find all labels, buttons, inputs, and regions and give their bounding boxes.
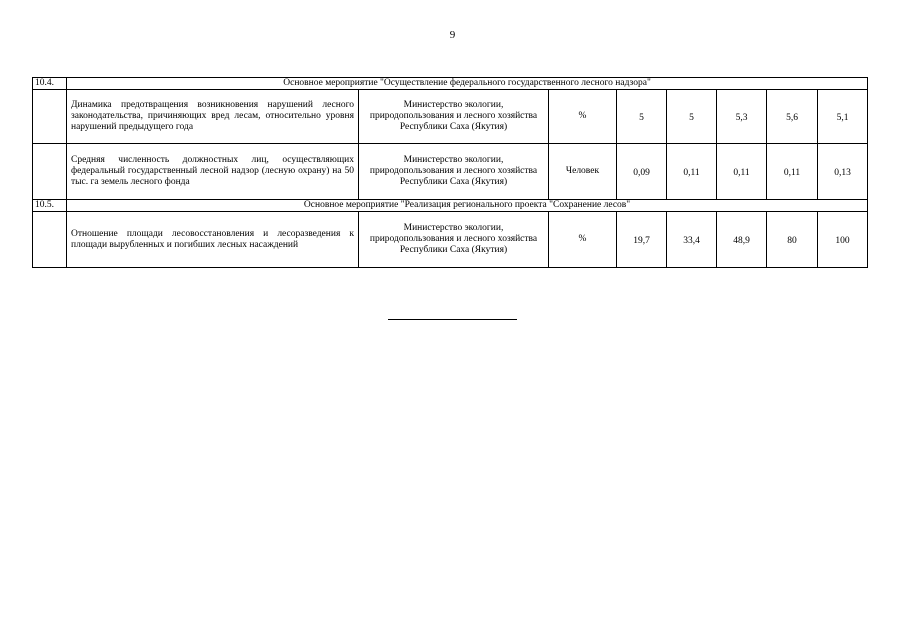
indicator-name: Средняя численность должностных лиц, осуществляющих федеральный государственный лесной надзор (лесную охрану) на 50 тыс. га земель лесного фонда — [67, 144, 359, 200]
section-title: Основное мероприятие "Осуществление федерального государственного лесного надзора" — [67, 78, 868, 90]
indicator-name: Отношение площади лесовосстановления и лесоразведения к площади вырубленных и погибших лесных насаждений — [67, 212, 359, 268]
table-row — [33, 90, 868, 144]
value-cell: 0,11 — [767, 144, 818, 200]
row-number — [33, 90, 67, 144]
value-cell: 48,9 — [717, 212, 767, 268]
unit-cell: % — [549, 90, 617, 144]
indicators-table — [32, 77, 868, 268]
value-cell: 19,7 — [617, 212, 667, 268]
indicator-name: Динамика предотвращения возникновения нарушений лесного законодательства, причиняющих вред лесам, относительно уровня нарушений предыдущего года — [67, 90, 359, 144]
section-title: Основное мероприятие "Реализация регионального проекта "Сохранение лесов" — [67, 200, 868, 212]
page-number: 9 — [449, 29, 456, 41]
unit-cell: Человек — [549, 144, 617, 200]
responsible-ministry: Министерство экологии, природопользования и лесного хозяйства Республики Саха (Якутия) — [359, 90, 549, 144]
value-cell: 5 — [667, 90, 717, 144]
table-row — [33, 212, 868, 268]
value-cell: 5,3 — [717, 90, 767, 144]
value-cell: 5 — [617, 90, 667, 144]
responsible-ministry: Министерство экологии, природопользования и лесного хозяйства Республики Саха (Якутия) — [359, 212, 549, 268]
section-row — [33, 200, 868, 212]
unit-cell: % — [549, 212, 617, 268]
value-cell: 5,1 — [818, 90, 868, 144]
table-row — [33, 144, 868, 200]
value-cell: 0,09 — [617, 144, 667, 200]
value-cell: 100 — [818, 212, 868, 268]
section-number: 10.4. — [33, 78, 67, 90]
row-number — [33, 212, 67, 268]
end-of-document-rule — [388, 319, 517, 320]
row-number — [33, 144, 67, 200]
responsible-ministry: Министерство экологии, природопользования и лесного хозяйства Республики Саха (Якутия) — [359, 144, 549, 200]
value-cell: 0,13 — [818, 144, 868, 200]
value-cell: 0,11 — [717, 144, 767, 200]
section-number: 10.5. — [33, 200, 67, 212]
value-cell: 0,11 — [667, 144, 717, 200]
value-cell: 33,4 — [667, 212, 717, 268]
section-row — [33, 78, 868, 90]
value-cell: 80 — [767, 212, 818, 268]
value-cell: 5,6 — [767, 90, 818, 144]
